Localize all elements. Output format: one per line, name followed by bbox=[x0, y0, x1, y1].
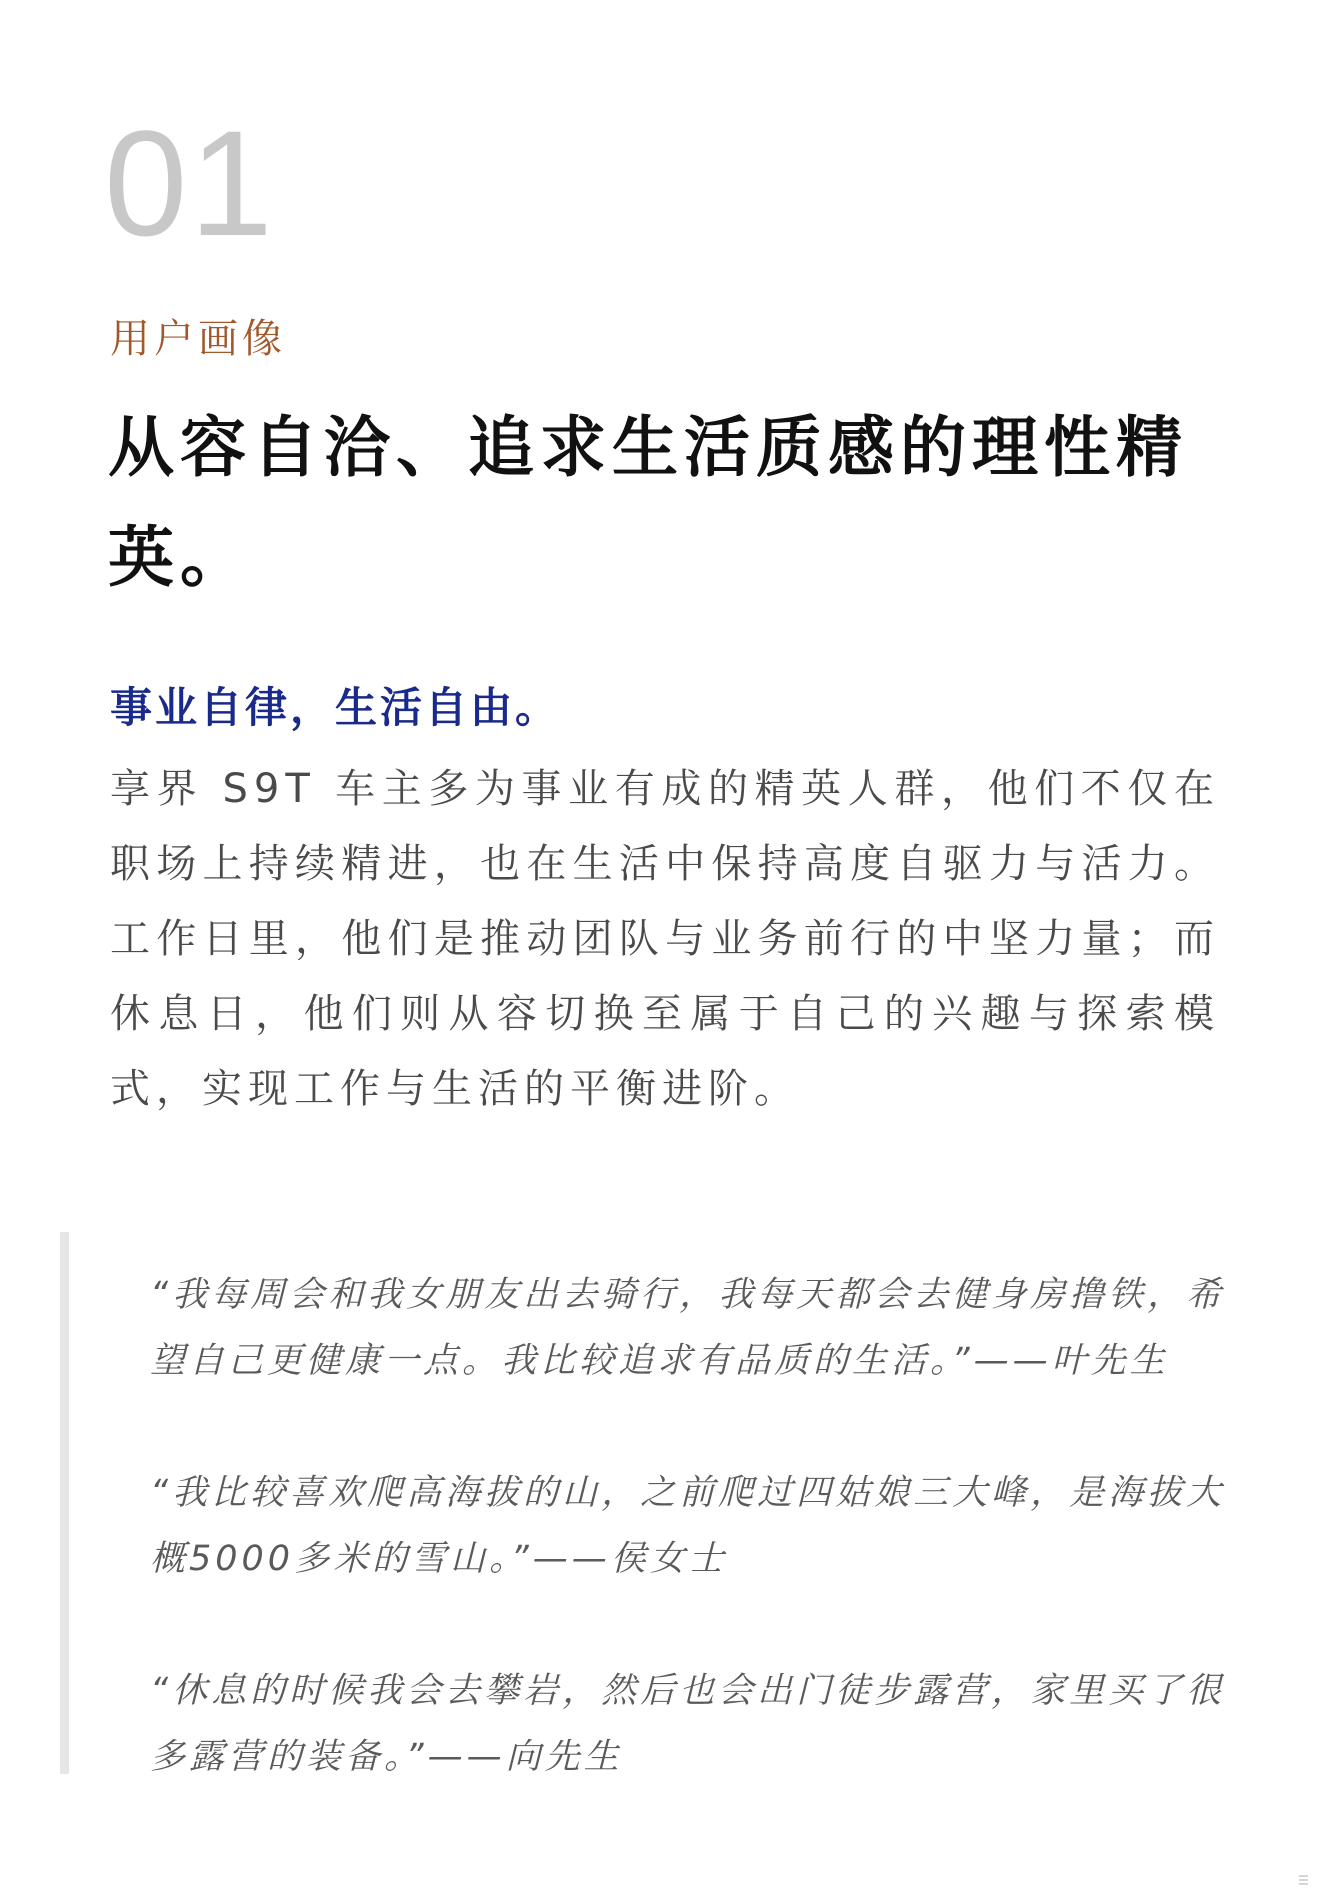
quote-list bbox=[150, 1262, 1230, 1790]
quote-item: “我每周会和我女朋友出去骑行，我每天都会去健身房撸铁，希望自己更健康一点。我比较追求有品质的生活。”——叶先生 bbox=[150, 1275, 1226, 1381]
quote-block bbox=[60, 1232, 1230, 1777]
quote-bar bbox=[60, 1232, 69, 1774]
section-number: 01 bbox=[104, 99, 275, 267]
quote-item: “休息的时候我会去攀岩，然后也会出门徒步露营，家里买了很多露营的装备。”——向先生 bbox=[150, 1671, 1226, 1777]
profile-subhead: 事业自律，生活自由。 bbox=[110, 683, 561, 732]
section-headline: 从容自洽、追求生活质感的理性精英。 bbox=[108, 409, 1188, 596]
corner-mark-icon bbox=[1296, 1872, 1312, 1888]
profile-body: 享界 S9T 车主多为事业有成的精英人群，他们不仅在职场上持续精进，也在生活中保持高度自驱力与活力。工作日里，他们是推动团队与业务前行的中坚力量；而休息日，他们则从容切换至属于自己的兴趣与探索模式，实现工作与生活的平衡进阶。 bbox=[110, 766, 1220, 1112]
section-kicker: 用户画像 bbox=[110, 316, 286, 362]
quote-item: “我比较喜欢爬高海拔的山，之前爬过四姑娘三大峰，是海拔大概5000多米的雪山。”——侯女士 bbox=[150, 1473, 1226, 1579]
